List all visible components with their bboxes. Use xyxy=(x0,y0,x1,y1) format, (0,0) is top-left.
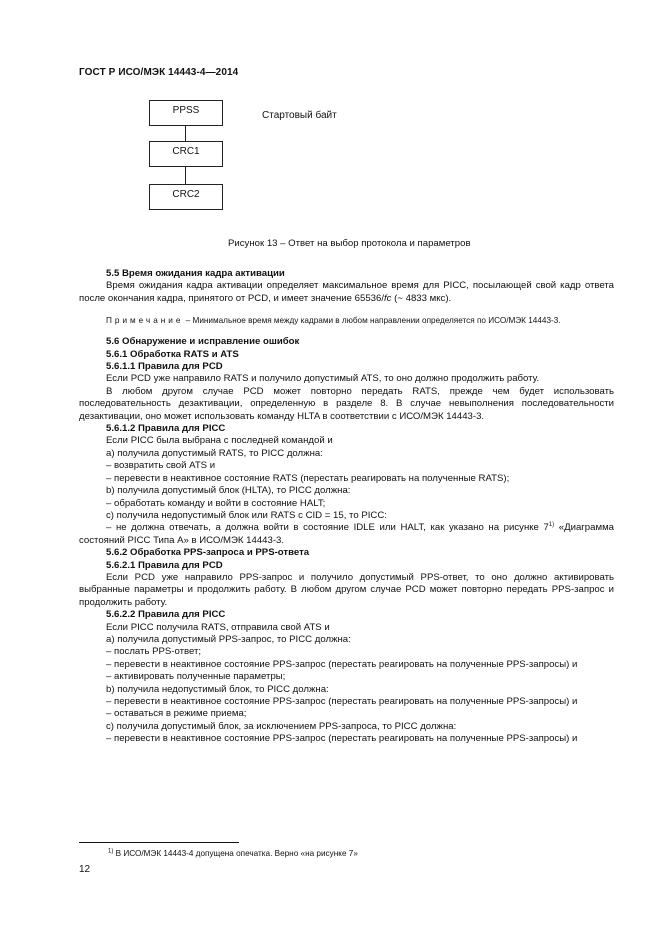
figure-connector xyxy=(185,167,186,184)
figure-box-crc2: CRC2 xyxy=(149,184,223,210)
paragraph: Время ожидания кадра активации определяет максимальное время для PICC, посылающей свой кадр ответа после окончания кадра, принятого от PCD, и имеет значение 65536/fc (~ 4833 мкс). xyxy=(79,280,614,304)
subsection-heading: 5.6.1.2 Правила для PICC xyxy=(106,423,226,435)
figure-side-label: Стартовый байт xyxy=(262,110,337,121)
paragraph: Если PICC получила RATS, отправила свой ATS и xyxy=(106,621,330,633)
footnote: $^{1)}$ В ИСО/МЭК 14443-4 допущена опечатка. Верно «на рисунке 7» xyxy=(108,848,358,858)
document-header: ГОСТ Р ИСО/МЭК 14443-4—2014 xyxy=(79,67,239,78)
list-item: – активировать полученные параметры; xyxy=(106,671,286,683)
subsection-heading: 5.6.2 Обработка PPS-запроса и PPS-ответа xyxy=(106,547,310,559)
list-item: – не должна отвечать, а должна войти в состояние IDLE или HALT, как указано на рисунке 7$^{1)}$ «Диаграмма состояний PICC Типа А» в ИСО/МЭК 14443-3. xyxy=(79,522,615,546)
list-item: а) получила допустимый RATS, то PICC должна: xyxy=(106,447,323,459)
paragraph: Если PCD уже направило RATS и получило допустимый ATS, то оно должно продолжить работу. xyxy=(106,373,540,385)
section-heading: 5.5 Время ожидания кадра активации xyxy=(106,268,285,279)
list-item: – перевести в неактивное состояние PPS-запрос (перестать реагировать на полученные PPS-запросы) и xyxy=(106,733,578,745)
footnote-mark: 1) xyxy=(108,848,114,855)
paragraph: Если PCD уже направило PPS-запрос и получило допустимый PPS-ответ, то оно должно активировать выбранные параметры и продолжить работу. В любом другом случае PCD может повторно передать PPS-запрос и продолжить работу. xyxy=(79,571,614,608)
footnote-ref: 1) xyxy=(548,522,555,529)
note-label: Примечание xyxy=(106,316,184,326)
list-item: – послать PPS-ответ; xyxy=(106,646,202,658)
figure-box-ppss: PPSS xyxy=(149,100,223,126)
figure-caption: Рисунок 13 – Ответ на выбор протокола и параметров xyxy=(228,238,471,249)
page-number: 12 xyxy=(79,864,91,875)
subsection-heading: 5.6.1.1 Правила для PCD xyxy=(106,361,223,373)
list-item: а) получила допустимый PPS-запрос, то PICC должна: xyxy=(106,633,351,645)
list-item: с) получила недопустимый блок или RATS с CID = 15, то PICC: xyxy=(106,509,387,521)
list-item: с) получила допустимый блок, за исключением PPS-запроса, то PICC должна: xyxy=(106,720,457,732)
list-item: – оставаться в режиме приема; xyxy=(106,708,247,720)
list-item: b) получила недопустимый блок, то PICC должна: xyxy=(106,683,329,695)
list-item: – перевести в неактивное состояние PPS-запрос (перестать реагировать на полученные PPS-запросы) и xyxy=(106,696,578,707)
note: Примечание – Минимальное время между кадрами в любом направлении определяется по ИСО/МЭК 14443-3. xyxy=(106,316,561,326)
subsection-heading: 5.6.2.1 Правила для PCD xyxy=(106,559,223,571)
list-item: – перевести в неактивное состояние RATS (перестать реагировать на полученные RATS); xyxy=(106,472,510,484)
paragraph: В любом другом случае PCD может повторно передать RATS, прежде чем будет использовать последовательность дезактивации, определенную в разделе 8. В случае невыполнения последовательности дезактивации, оно может использовать команду HLTA в соответствии с ИСО/МЭК 14443-3. xyxy=(79,385,614,422)
list-item: – возвратить свой ATS и xyxy=(106,460,216,472)
document-body xyxy=(79,268,614,746)
list-item: – обработать команду и войти в состояние HALT; xyxy=(106,497,326,509)
footnote-separator xyxy=(79,842,239,843)
subsection-heading: 5.6.2.2 Правила для PICC xyxy=(106,609,226,621)
section-heading: 5.6 Обнаружение и исправление ошибок xyxy=(106,336,300,348)
subsection-heading: 5.6.1 Обработка RATS и ATS xyxy=(106,348,239,360)
list-item: b) получила допустимый блок (HLTA), то PICC должна: xyxy=(106,485,351,497)
figure-connector xyxy=(185,126,186,141)
list-item: – перевести в неактивное состояние PPS-запрос (перестать реагировать на полученные PPS-запросы) и xyxy=(106,658,578,670)
paragraph: Если PICC была выбрана с последней командой и xyxy=(106,435,333,447)
figure-box-crc1: CRC1 xyxy=(149,141,223,167)
